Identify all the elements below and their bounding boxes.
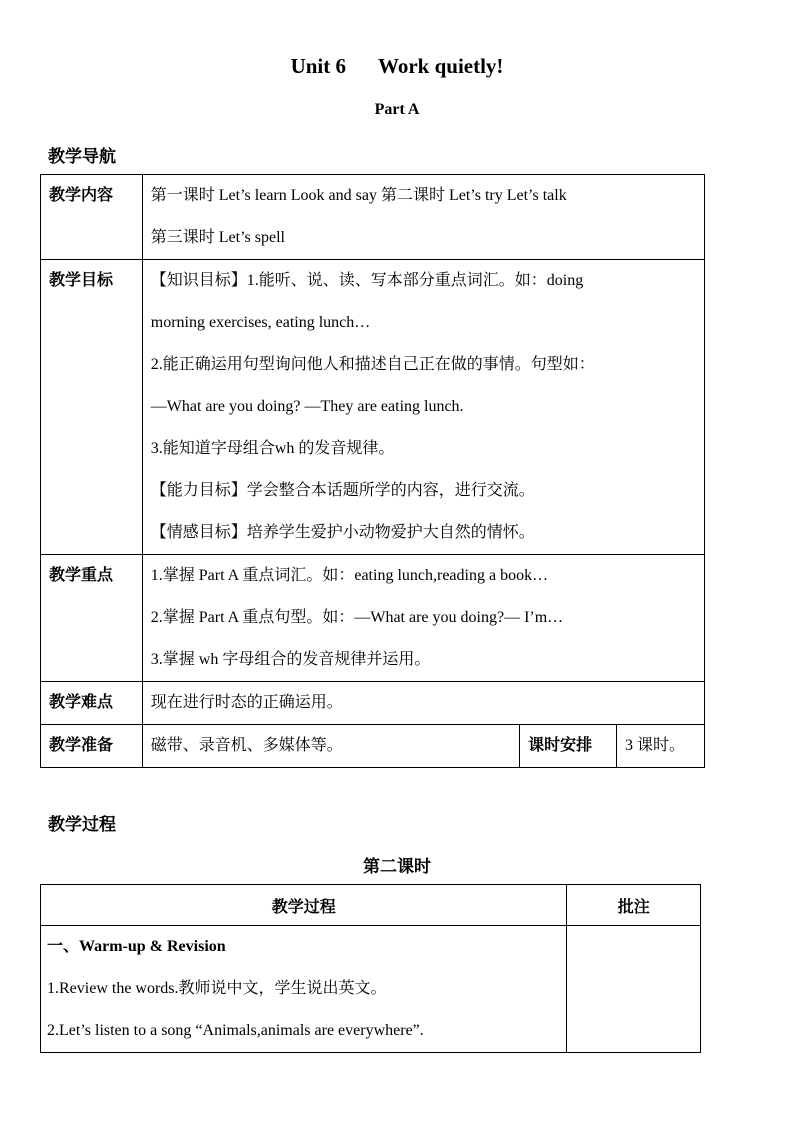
preparation-content: 磁带、录音机、多媒体等。 (142, 725, 519, 768)
notes-cell (567, 926, 701, 1053)
content-line: 第一课时 Let’s learn Look and say 第二课时 Let’s try Let’s talk (150, 187, 567, 204)
goal-line: —What are you doing? —They are eating lunch. (150, 398, 464, 415)
goal-line: 【知识目标】1.能听、说、读、写本部分重点词汇。如：doing (150, 272, 584, 289)
col-process-header: 教学过程 (41, 885, 567, 926)
process-heading: 教学过程 (48, 815, 116, 834)
page-title (0, 54, 794, 79)
row-content (142, 555, 704, 682)
row-label: 教学内容 (41, 175, 143, 260)
section-title: 一、Warm-up & Revision (47, 938, 226, 955)
content-line: 第三课时 Let’s spell (150, 229, 285, 246)
lesson-title: 第二课时 (363, 857, 431, 876)
row-label: 教学难点 (41, 682, 143, 725)
teaching-navigation-table (40, 174, 705, 768)
key-point-line: 2.掌握 Part A 重点句型。如：—What are you doing?— I’m… (150, 609, 564, 626)
goals-row (41, 260, 705, 555)
process-line: 1.Review the words.教师说中文，学生说出英文。 (47, 980, 387, 997)
teaching-process-table (40, 884, 701, 1053)
row-label: 教学重点 (41, 555, 143, 682)
schedule-label: 课时安排 (520, 725, 617, 768)
row-content (142, 260, 704, 555)
col-notes-header: 批注 (567, 885, 701, 926)
key-point-line: 1.掌握 Part A 重点词汇。如：eating lunch,reading a book… (150, 567, 549, 584)
row-label: 教学准备 (41, 725, 143, 768)
goal-line: 【能力目标】学会整合本话题所学的内容，进行交流。 (150, 482, 535, 499)
row-content: 现在进行时态的正确运用。 (142, 682, 704, 725)
goal-line: 【情感目标】培养学生爱护小动物爱护大自然的情怀。 (150, 524, 535, 541)
page-subtitle: Part A (374, 101, 420, 118)
process-content (41, 926, 567, 1053)
content-row (41, 175, 705, 260)
header-row (41, 885, 701, 926)
process-line: 2.Let’s listen to a song “Animals,animals are everywhere”. (47, 1022, 424, 1039)
difficulties-row (41, 682, 705, 725)
process-row (41, 926, 701, 1053)
key-points-row (41, 555, 705, 682)
row-content (142, 175, 704, 260)
key-point-line: 3.掌握 wh 字母组合的发音规律并运用。 (150, 651, 431, 668)
unit-name: Work quietly! (378, 54, 504, 78)
nav-heading: 教学导航 (48, 147, 116, 166)
unit-number: Unit 6 (290, 54, 346, 78)
goal-line: 3.能知道字母组合wh 的发音规律。 (150, 440, 395, 457)
goal-line: 2.能正确运用句型询问他人和描述自己正在做的事情。句型如： (150, 356, 595, 373)
preparation-row (41, 725, 705, 768)
row-label: 教学目标 (41, 260, 143, 555)
goal-line: morning exercises, eating lunch… (150, 314, 371, 331)
schedule-value: 3 课时。 (617, 725, 705, 768)
